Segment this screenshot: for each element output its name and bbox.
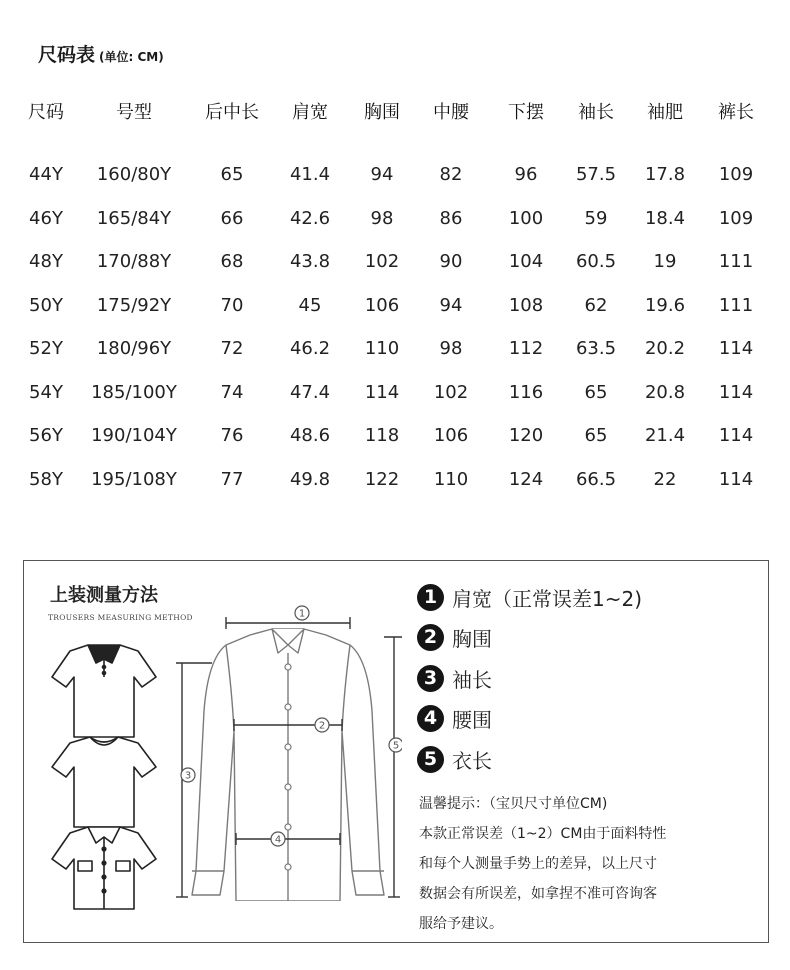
cell-waist: 90 [439, 251, 463, 272]
cell-sleeve-width: 20.8 [644, 381, 686, 403]
cell-pants-length: 109 [718, 164, 754, 185]
header-chest: 胸围 [364, 102, 400, 123]
cell-shoulder: 45 [298, 294, 322, 316]
marker-label-3: 3 [184, 770, 192, 782]
legend-label: 肩宽（正常误差1~2) [452, 587, 643, 611]
cell-back-length: 76 [220, 425, 244, 446]
cell-sleeve: 65 [584, 381, 608, 403]
number-badge-2: 2 [417, 624, 444, 651]
marker-label-5: 5 [392, 740, 400, 752]
cell-hem: 120 [508, 425, 544, 446]
header-waist: 中腰 [433, 102, 469, 123]
measuring-note [419, 789, 754, 939]
cell-waist: 106 [433, 425, 469, 446]
cell-waist: 110 [433, 468, 469, 490]
cell-pants-length: 111 [718, 251, 754, 272]
legend-item-sleeve [417, 664, 492, 693]
header-sleeve: 袖长 [578, 102, 614, 123]
cell-hem: 104 [508, 251, 544, 272]
legend-label: 衣长 [452, 749, 492, 773]
cell-pants-length: 109 [718, 207, 754, 229]
number-badge-1: 1 [417, 584, 444, 611]
marker-label-2: 2 [318, 720, 326, 732]
cell-back-length: 72 [220, 338, 244, 359]
cell-sleeve-width: 20.2 [644, 338, 686, 359]
cell-sleeve-width: 17.8 [644, 164, 686, 185]
cell-pants-length: 114 [718, 381, 754, 403]
polo-shirt-icon [52, 645, 156, 737]
cell-waist: 94 [439, 294, 463, 316]
cell-fit: 180/96Y [96, 338, 172, 359]
legend-item-waist [417, 704, 492, 733]
cell-back-length: 66 [220, 207, 244, 229]
header-sleeve-width: 袖肥 [647, 102, 683, 123]
cell-chest: 122 [364, 468, 400, 490]
legend-label: 袖长 [452, 668, 492, 692]
cell-shoulder: 48.6 [289, 425, 331, 446]
cell-sleeve-width: 19 [653, 251, 677, 272]
cell-hem: 96 [514, 164, 538, 185]
header-shoulder: 肩宽 [292, 102, 328, 123]
cell-sleeve-width: 18.4 [644, 207, 686, 229]
cell-chest: 114 [364, 381, 400, 403]
cell-size: 58Y [29, 468, 63, 490]
cell-waist: 82 [439, 164, 463, 185]
legend-label: 腰围 [452, 708, 492, 732]
cell-size: 52Y [29, 338, 63, 359]
page-title: 尺码表 [38, 44, 96, 66]
cell-size: 54Y [29, 381, 63, 403]
cell-hem: 108 [508, 294, 544, 316]
cell-back-length: 65 [220, 164, 244, 185]
measuring-guide-panel [23, 560, 769, 943]
cell-waist: 98 [439, 338, 463, 359]
legend-item-chest [417, 623, 492, 652]
cell-pants-length: 114 [718, 425, 754, 446]
cell-chest: 110 [364, 338, 400, 359]
cell-shoulder: 43.8 [289, 251, 331, 272]
header-size: 尺码 [28, 102, 64, 123]
cell-shoulder: 46.2 [289, 338, 331, 359]
marker-label-4: 4 [274, 834, 282, 846]
cell-fit: 175/92Y [96, 294, 172, 316]
tshirt-icon [52, 737, 156, 827]
number-badge-5: 5 [417, 746, 444, 773]
size-table [0, 98, 790, 508]
cell-back-length: 68 [220, 251, 244, 272]
cell-hem: 116 [508, 381, 544, 403]
note-line: 服给予建议。 [419, 916, 503, 932]
cell-size: 56Y [29, 425, 63, 446]
cell-sleeve: 62 [584, 294, 608, 316]
cell-fit: 185/100Y [91, 381, 177, 403]
long-sleeve-shirt-diagram [172, 601, 402, 901]
cell-waist: 102 [433, 381, 469, 403]
cell-sleeve: 60.5 [575, 251, 617, 272]
cell-chest: 118 [364, 425, 400, 446]
note-line: 数据会有所误差，如拿捏不准可咨询客 [419, 886, 657, 902]
chart-title-block [38, 40, 164, 67]
cell-sleeve-width: 21.4 [644, 425, 686, 446]
cell-sleeve: 66.5 [575, 468, 617, 490]
cell-sleeve: 57.5 [575, 164, 617, 185]
cell-sleeve: 63.5 [575, 338, 617, 359]
cell-fit: 160/80Y [96, 164, 172, 185]
cell-shoulder: 41.4 [289, 164, 331, 185]
guide-subtitle: TROUSERS MEASURING METHOD [48, 613, 193, 622]
cell-shoulder: 42.6 [289, 207, 331, 229]
note-line: 本款正常误差（1~2）CM由于面料特性 [419, 826, 667, 842]
cell-shoulder: 49.8 [289, 468, 331, 490]
cell-chest: 102 [364, 251, 400, 272]
number-badge-4: 4 [417, 705, 444, 732]
legend-item-length [417, 745, 492, 774]
cell-hem: 100 [508, 207, 544, 229]
cell-sleeve: 65 [584, 425, 608, 446]
cell-sleeve: 59 [584, 207, 608, 229]
cell-hem: 124 [508, 468, 544, 490]
cell-waist: 86 [439, 207, 463, 229]
unit-label: (单位: CM) [99, 50, 164, 64]
cell-size: 44Y [29, 164, 63, 185]
cell-size: 50Y [29, 294, 63, 316]
legend-item-shoulder [417, 583, 642, 612]
cell-sleeve-width: 22 [653, 468, 677, 490]
header-pants-length: 裤长 [718, 102, 754, 123]
cell-pants-length: 111 [718, 294, 754, 316]
cell-pants-length: 114 [718, 468, 754, 490]
button-shirt-icon [52, 827, 156, 909]
cell-chest: 106 [364, 294, 400, 316]
cell-fit: 190/104Y [91, 425, 177, 446]
note-line: 和每个人测量手势上的差异，以上尺寸 [419, 856, 657, 872]
guide-title: 上装测量方法 [50, 585, 158, 606]
cell-back-length: 74 [220, 381, 244, 403]
shirt-style-thumbnails [44, 633, 164, 913]
cell-fit: 170/88Y [96, 251, 172, 272]
cell-hem: 112 [508, 338, 544, 359]
header-back-length: 后中长 [205, 102, 259, 123]
cell-fit: 195/108Y [91, 468, 177, 490]
cell-chest: 98 [370, 207, 394, 229]
legend-label: 胸围 [452, 627, 492, 651]
header-fit: 号型 [116, 102, 152, 123]
cell-shoulder: 47.4 [289, 381, 331, 403]
cell-size: 46Y [29, 207, 63, 229]
cell-size: 48Y [29, 251, 63, 272]
cell-sleeve-width: 19.6 [644, 294, 686, 316]
cell-back-length: 70 [220, 294, 244, 316]
marker-label-1: 1 [298, 608, 306, 620]
cell-fit: 165/84Y [96, 207, 172, 229]
header-hem: 下摆 [508, 102, 544, 123]
cell-pants-length: 114 [718, 338, 754, 359]
note-line: 温馨提示：（宝贝尺寸单位CM) [419, 796, 608, 812]
cell-chest: 94 [370, 164, 394, 185]
number-badge-3: 3 [417, 665, 444, 692]
cell-back-length: 77 [220, 468, 244, 490]
